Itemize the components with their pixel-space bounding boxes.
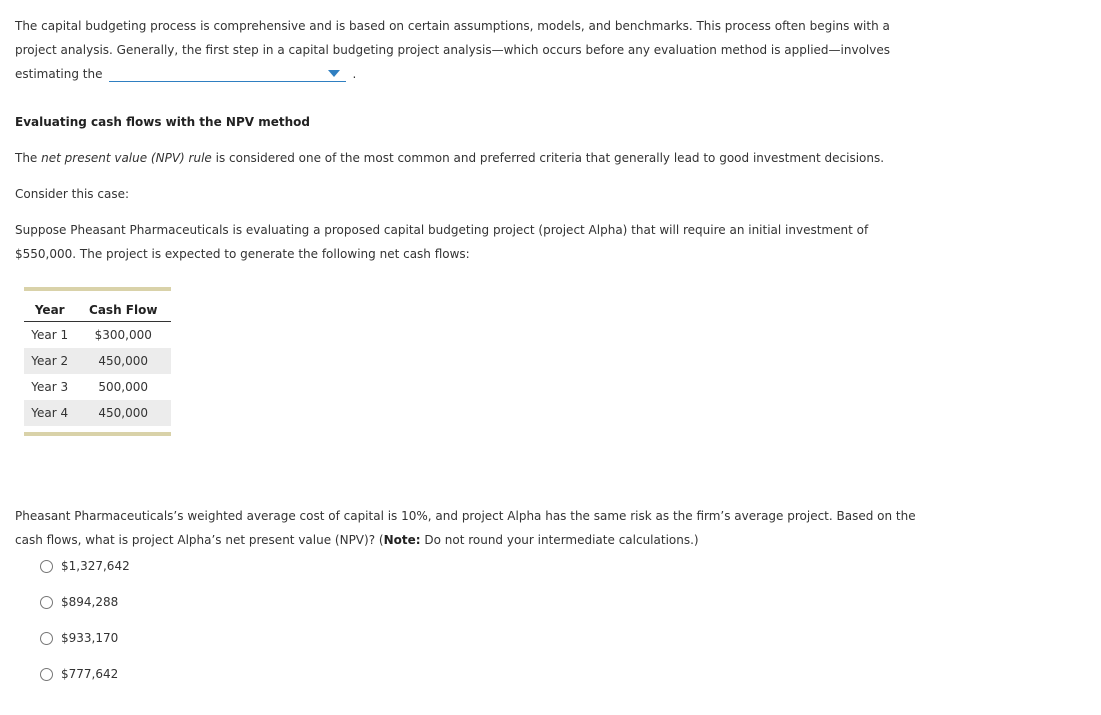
year-cell: Year 3 xyxy=(31,380,69,394)
answer-options xyxy=(40,559,130,703)
note-label: Note: xyxy=(383,533,421,547)
answer-option[interactable] xyxy=(40,631,130,667)
question-page xyxy=(15,14,1085,266)
npv-suffix: is considered one of the most common and preferred criteria that generally lead to good investment decisions. xyxy=(211,151,885,165)
cash-flow-cell: 450,000 xyxy=(75,348,171,374)
cash-flow-cell: $300,000 xyxy=(94,328,152,342)
npv-rule-term: net present value (NPV) rule xyxy=(41,151,212,165)
table-header-row xyxy=(24,299,171,322)
question-paragraph xyxy=(15,504,935,552)
option-label: $777,642 xyxy=(61,667,119,681)
estimate-dropdown[interactable] xyxy=(109,65,346,82)
option-label: $1,327,642 xyxy=(61,559,130,573)
year-cell: Year 1 xyxy=(31,328,69,342)
year-cell: Year 2 xyxy=(24,348,75,374)
npv-prefix: The xyxy=(15,151,42,165)
question-block xyxy=(15,504,935,552)
answer-option[interactable] xyxy=(40,595,130,631)
answer-option[interactable] xyxy=(40,667,130,703)
year-cell: Year 4 xyxy=(24,400,75,426)
cash-flow-cell: 500,000 xyxy=(98,380,149,394)
section-heading: Evaluating cash flows with the NPV method xyxy=(15,115,310,129)
consider-text: Consider this case: xyxy=(15,187,129,201)
table-row xyxy=(24,400,171,426)
cash-flow-table xyxy=(24,299,171,426)
table-row xyxy=(24,348,171,374)
intro-text: The capital budgeting process is comprehensive and is based on certain assumptions, models, and benchmarks. This process often begins with a project analysis. Generally, the first step in a capital budgeting project analysis—which occurs before any evaluation method is applied—involves estimating the xyxy=(15,19,890,81)
option-label: $933,170 xyxy=(61,631,119,645)
npv-rule-paragraph xyxy=(15,146,1085,170)
intro-period: . xyxy=(352,67,357,81)
answer-option[interactable] xyxy=(40,559,130,595)
case-paragraph: Suppose Pheasant Pharmaceuticals is evaluating a proposed capital budgeting project (project Alpha) that will require an initial investment of $550,000. The project is expected to generate the following net cash flows: xyxy=(15,223,869,261)
note-text: Do not round your intermediate calculations.) xyxy=(420,533,699,547)
table-row xyxy=(24,374,171,400)
table-row xyxy=(24,322,171,349)
table-bottom-bar xyxy=(24,432,171,436)
radio-button[interactable] xyxy=(40,668,53,681)
radio-button[interactable] xyxy=(40,632,53,645)
cash-flow-header: Cash Flow xyxy=(75,299,171,322)
option-label: $894,288 xyxy=(61,595,119,609)
radio-button[interactable] xyxy=(40,596,53,609)
question-text: Pheasant Pharmaceuticals’s weighted average cost of capital is 10%, and project Alpha has the same risk as the firm’s average project. Based on the cash flows, what is project Alpha’s net present value (NPV)? ( xyxy=(15,509,916,547)
cash-flow-cell: 450,000 xyxy=(75,400,171,426)
table-top-bar xyxy=(24,287,171,291)
year-header: Year xyxy=(24,299,75,322)
radio-button[interactable] xyxy=(40,560,53,573)
cash-flow-table-container xyxy=(24,287,171,436)
chevron-down-icon xyxy=(328,70,340,77)
intro-paragraph xyxy=(15,14,915,86)
